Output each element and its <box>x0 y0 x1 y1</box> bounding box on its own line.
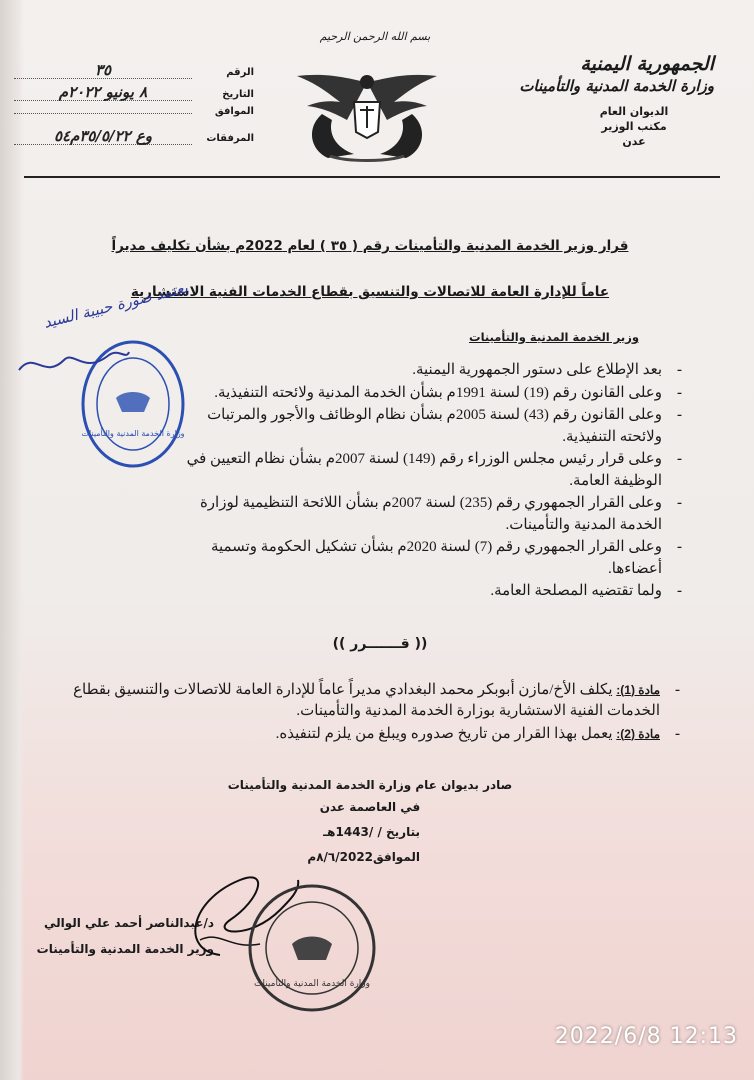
office-city: عدن <box>622 135 646 148</box>
office-line1: الديوان العام <box>599 105 669 118</box>
ministry-name: وزارة الخدمة المدنية والتأمينات <box>519 77 714 95</box>
decree-title-line2: عاماً للإدارة العامة للاتصالات والتنسيق بقطاع الخدمات الفنية الاستشارية <box>130 284 610 300</box>
ministry-stamp-bottom <box>246 882 378 1014</box>
corresponding-row <box>14 106 254 128</box>
list-item: - وعلى القانون رقم (19) لسنة 1991م بشأن الخدمة المدنية ولائحته التنفيذية. <box>164 383 684 405</box>
decree-title-line1: قرار وزير الخدمة المدنية والتأمينات رقم ( ٣٥ ) لعام 2022م بشأن تكليف مديراً <box>111 238 629 254</box>
signer-title: وزير الخدمة المدنية والتأمينات <box>36 942 214 956</box>
article-2-text: يعمل بهذا القرار من تاريخ صدوره ويبلغ من يلزم لتنفيذه. <box>275 726 613 742</box>
articles <box>62 680 682 747</box>
office-line2: مكتب الوزير <box>601 120 667 133</box>
signer-name: د/عبدالناصر أحمد علي الوالي <box>43 916 214 930</box>
list-item: - وعلى قرار رئيس مجلس الوزراء رقم (149) لسنة 2007م بشأن نظام التعيين في الوظيفة العامة. <box>164 449 684 492</box>
header-divider <box>24 176 720 178</box>
country-name: الجمهورية اليمنية <box>580 53 714 75</box>
ministry-header <box>514 52 714 149</box>
article-1 <box>62 680 682 722</box>
list-item: - بعد الإطلاع على دستور الجمهورية اليمنية. <box>164 360 684 382</box>
issued-line1: صادر بديوان عام وزارة الخدمة المدنية والتأمينات <box>227 778 513 792</box>
attachments-label: المرفقات <box>206 133 254 144</box>
reference-fields <box>14 62 254 150</box>
article-1-label: مادة (1): <box>616 683 660 697</box>
decides-heading: (( قـــــــرر )) <box>332 636 428 652</box>
corresponding-label: الموافق <box>214 106 254 117</box>
attachments-value: وع ٣٥/٥/٢٢م٥٤ <box>14 128 192 145</box>
ref-number-label: الرقم <box>226 67 254 78</box>
date-label: التاريخ <box>222 89 254 100</box>
article-2 <box>62 724 682 745</box>
issued-line2: في العاصمة عدن <box>319 800 421 814</box>
eagle-emblem-icon <box>292 62 442 166</box>
article-2-label: مادة (2): <box>616 727 660 741</box>
corresponding-value <box>14 113 192 114</box>
paper-edge-shadow <box>0 0 24 1080</box>
attachments-row <box>14 128 254 150</box>
list-item: - وعلى القرار الجمهوري رقم (7) لسنة 2020م بشأن تشكيل الحكومة وتسمية أعضاءها. <box>164 537 684 580</box>
handwritten-note: يعتمد صورة حبيبة السيد <box>41 278 190 332</box>
date-row <box>14 84 254 106</box>
basmala: بسم الله الرحمن الرحيم <box>319 30 431 43</box>
article-1-text: يكلف الأخ/مازن أبوبكر محمد البغدادي مديراً عاماً للإدارة العامة للاتصالات والتنسيق بقطاع الخدمات الفنية الاستشارية بوزارة الخدمة المدنية والتأمينات. <box>73 682 660 719</box>
date-value: ٨ يونيو ٢٠٢٢م <box>14 84 192 101</box>
ref-number-row <box>14 62 254 84</box>
decree-issuer: وزير الخدمة المدنية والتأمينات <box>469 330 639 344</box>
list-item: - وعلى القرار الجمهوري رقم (235) لسنة 2007م بشأن اللائحة التنظيمية لوزارة الخدمة المدنية والتأمينات. <box>164 493 684 536</box>
list-item: - ولما تقتضيه المصلحة العامة. <box>164 581 684 603</box>
ref-number-value: ٣٥ <box>14 62 192 79</box>
handwritten-scribble-icon <box>14 330 134 390</box>
stamp-text-blue: وزارة الخدمة المدنية والتأمينات <box>81 429 185 438</box>
stamp-text-bottom: وزارة الخدمة المدنية والتأمينات <box>254 979 370 989</box>
gregorian-date: الموافق٨/٦/2022م <box>307 850 420 864</box>
photo-timestamp: 2022/6/8 12:13 <box>554 1024 738 1049</box>
list-item: - وعلى القانون رقم (43) لسنة 2005م بشأن نظام الوظائف والأجور والمرتبات ولائحته التنفيذية. <box>164 405 684 448</box>
preamble-list <box>164 360 684 604</box>
hijri-date: بتاريخ / /1443هـ <box>323 825 420 839</box>
